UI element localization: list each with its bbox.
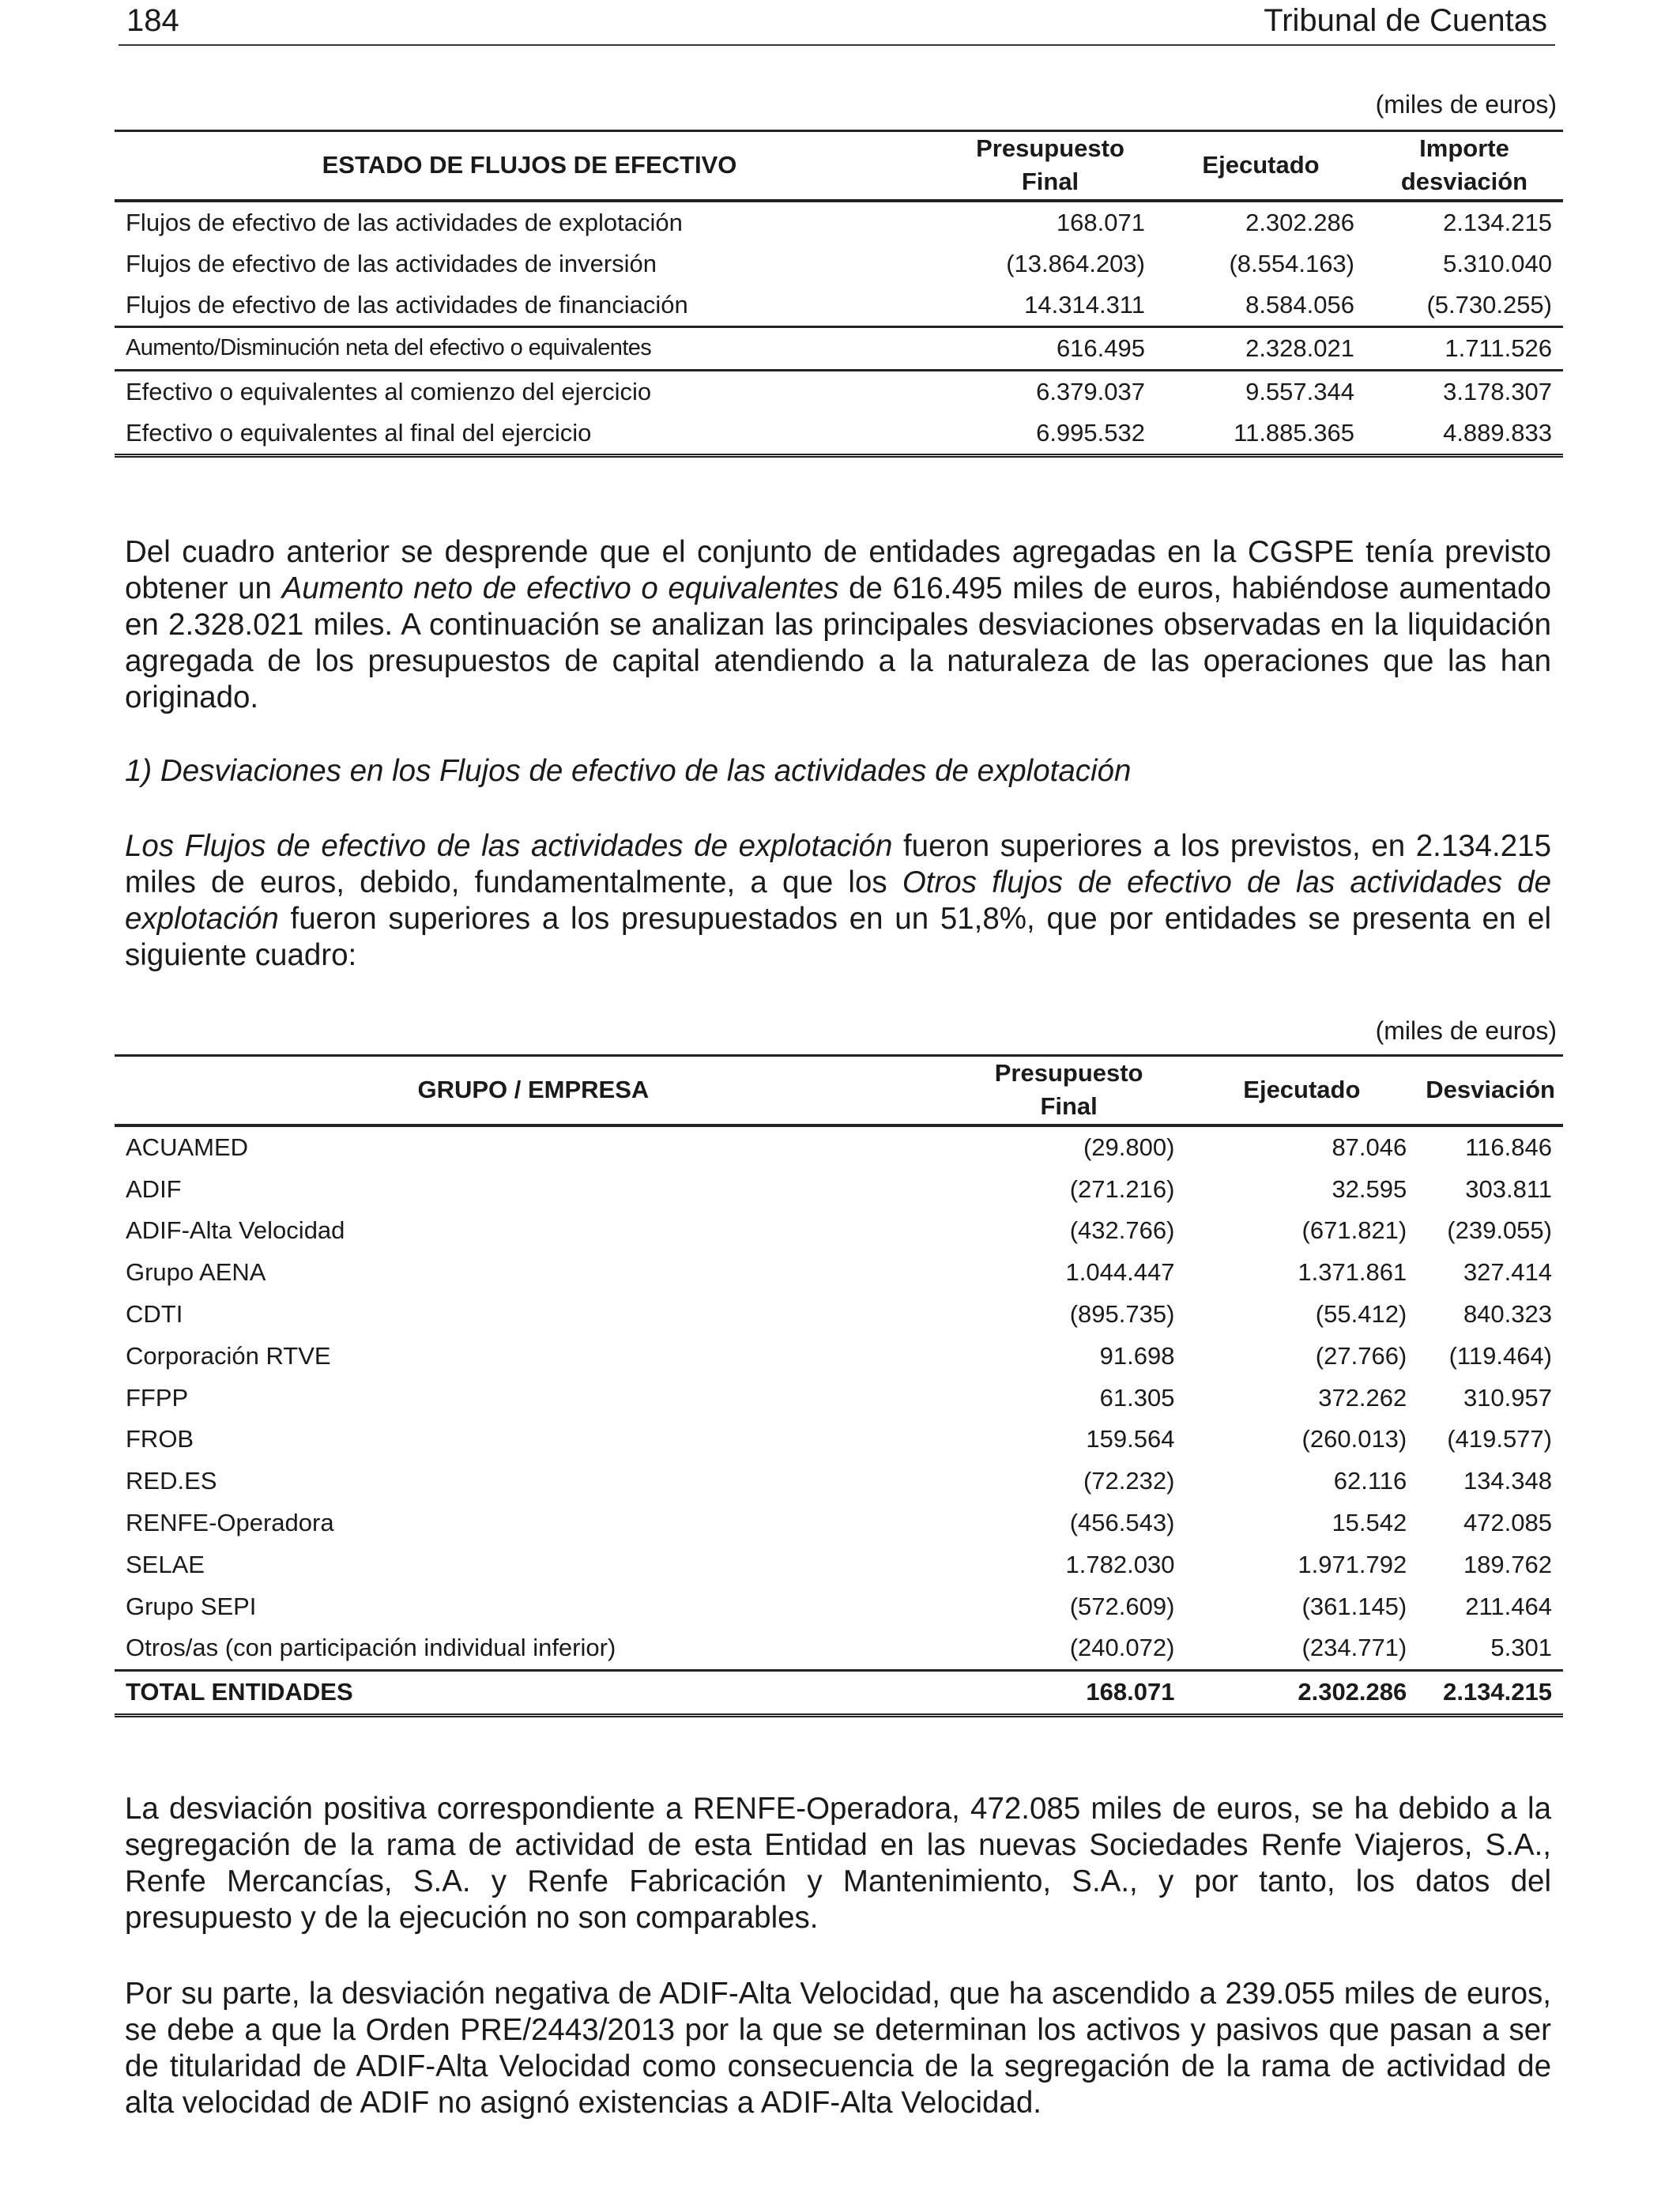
deviation-value: 211.464 [1465, 1592, 1552, 1620]
deviation-value: 4.889.833 [1443, 418, 1552, 447]
budget-value: 159.564 [1086, 1425, 1175, 1453]
row-label: Grupo SEPI [126, 1592, 257, 1620]
executed-value: (55.412) [1315, 1300, 1407, 1329]
executed-value: 32.595 [1332, 1174, 1407, 1203]
budget-value: 91.698 [1099, 1341, 1175, 1370]
budget-value: 168.071 [1056, 208, 1145, 236]
row-label: Flujos de efectivo de las actividades de explotación [126, 208, 683, 236]
row-label: TOTAL ENTIDADES [126, 1678, 353, 1706]
executed-value: 2.328.021 [1245, 334, 1354, 362]
table2-header-entity: GRUPO / EMPRESA [417, 1076, 650, 1104]
deviation-value: (419.577) [1447, 1425, 1552, 1453]
table-row [115, 1335, 1563, 1377]
budget-value: 1.044.447 [1065, 1258, 1175, 1287]
table-row [115, 1502, 1563, 1544]
budget-value: (456.543) [1069, 1509, 1175, 1537]
executed-value: 8.584.056 [1245, 290, 1354, 319]
table1-units: (miles de euros) [1375, 90, 1557, 119]
row-label: SELAE [126, 1550, 205, 1578]
table-row-net-change [115, 326, 1563, 370]
budget-value: 6.995.532 [1036, 418, 1145, 447]
row-label: FFPP [126, 1383, 189, 1412]
row-label: ADIF-Alta Velocidad [126, 1216, 345, 1245]
budget-value: (895.735) [1069, 1300, 1175, 1329]
row-label: Corporación RTVE [126, 1341, 331, 1370]
table-row [115, 243, 1563, 285]
budget-value: (72.232) [1083, 1467, 1175, 1495]
budget-value: (13.864.203) [1006, 249, 1145, 277]
entities-table [115, 1054, 1563, 1717]
executed-value: 1.371.861 [1298, 1258, 1407, 1287]
table-row [115, 370, 1563, 413]
executed-value: 62.116 [1333, 1467, 1407, 1495]
table-row [115, 1377, 1563, 1419]
deviation-value: 189.762 [1463, 1550, 1552, 1578]
table1-header-concept: ESTADO DE FLUJOS DE EFECTIVO [322, 151, 737, 179]
deviation-value: (119.464) [1448, 1341, 1552, 1370]
table-row [115, 1252, 1563, 1294]
row-label: Flujos de efectivo de las actividades de financiación [126, 290, 688, 319]
executed-value: (27.766) [1315, 1341, 1407, 1370]
budget-value: (240.072) [1069, 1634, 1175, 1662]
deviation-value: 310.957 [1463, 1383, 1552, 1412]
executed-value: 11.885.365 [1234, 418, 1354, 447]
cash-flow-table [115, 130, 1563, 458]
executed-value: 9.557.344 [1245, 377, 1354, 405]
executed-value: 372.262 [1318, 1383, 1407, 1412]
budget-value: (572.609) [1069, 1592, 1175, 1620]
deviation-value: 5.310.040 [1443, 249, 1552, 277]
table1-header-budget: Presupuesto Final [976, 134, 1124, 196]
table-row [115, 1544, 1563, 1585]
executed-value: 2.302.286 [1245, 208, 1354, 236]
table-row [115, 1168, 1563, 1210]
table-row [115, 201, 1563, 243]
paragraph-4: Por su parte, la desviación negativa de ADIF-Alta Velocidad, que ha ascendido a 239.055 miles de euros, se debe a que la Orden PRE/2443/2013 por la que se determinan los activos y pasivos que pasan a ser de titularidad de ADIF-Alta Velocidad como consecuencia de la segregación de la rama de actividad de alta velocidad de ADIF no asignó existencias a ADIF-Alta Velocidad. [125, 1977, 1551, 2120]
table2-units: (miles de euros) [1375, 1016, 1557, 1045]
table-row-total [115, 1670, 1563, 1715]
deviation-value: 1.711.526 [1445, 334, 1552, 362]
row-label: ACUAMED [126, 1133, 249, 1161]
deviation-value: 327.414 [1463, 1258, 1552, 1287]
table2-header-budget: Presupuesto Final [994, 1059, 1143, 1121]
table-row [115, 1627, 1563, 1670]
deviation-value: 5.301 [1490, 1634, 1552, 1662]
deviation-value: 303.811 [1465, 1174, 1552, 1203]
executed-value: 15.542 [1332, 1509, 1407, 1537]
table-row [115, 1125, 1563, 1169]
table-row [115, 1294, 1563, 1336]
publication-title: Tribunal de Cuentas [1264, 3, 1547, 38]
table1-header-deviation: Importe desviación [1400, 134, 1528, 196]
page-header [119, 0, 1555, 46]
row-label: ADIF [126, 1174, 182, 1203]
budget-value: 14.314.311 [1024, 290, 1145, 319]
deviation-value: (5.730.255) [1426, 290, 1552, 319]
paragraph-1: Del cuadro anterior se desprende que el conjunto de entidades agregadas en la CGSPE tenía previsto obtener un Aumento neto de efectivo o equivalentes de 616.495 miles de euros, habiéndose aumentado en 2.328.021 miles. A continuación se analizan las principales desviaciones observadas en la liquidación agregada de los presupuestos de capital atendiendo a la naturaleza de las operaciones que las han originado. [125, 535, 1551, 714]
row-label: Efectivo o equivalentes al final del ejercicio [126, 418, 592, 447]
executed-value: (234.771) [1301, 1634, 1407, 1662]
row-label: CDTI [126, 1300, 183, 1329]
budget-value: (271.216) [1069, 1174, 1175, 1203]
budget-value: 616.495 [1056, 334, 1145, 362]
table-row [115, 1210, 1563, 1252]
executed-value: 1.971.792 [1298, 1550, 1407, 1578]
executed-value: 2.302.286 [1298, 1678, 1407, 1706]
deviation-value: 2.134.215 [1443, 1678, 1552, 1706]
row-label: Flujos de efectivo de las actividades de inversión [126, 249, 657, 277]
executed-value: 87.046 [1332, 1133, 1407, 1161]
deviation-value: 134.348 [1463, 1467, 1552, 1495]
table2-header-executed: Ejecutado [1243, 1076, 1361, 1104]
table-row [115, 413, 1563, 456]
table-row [115, 285, 1563, 327]
budget-value: 61.305 [1099, 1383, 1175, 1412]
page-number: 184 [126, 3, 179, 38]
section-heading: 1) Desviaciones en los Flujos de efectivo de las actividades de explotación [125, 754, 1132, 788]
table2-header-deviation: Desviación [1426, 1076, 1555, 1104]
row-label: Otros/as (con participación individual inferior) [126, 1634, 616, 1662]
deviation-value: 3.178.307 [1443, 377, 1552, 405]
row-label: FROB [126, 1425, 194, 1453]
paragraph-3: La desviación positiva correspondiente a RENFE-Operadora, 472.085 miles de euros, se ha debido a la segregación de la rama de actividad de esta Entidad en las nuevas Sociedades Renfe Viajeros, S.A., Renfe Mercancías, S.A. y Renfe Fabricación y Mantenimiento, S.A., y por tanto, los datos del presupuesto y de la ejecución no son comparables. [125, 1792, 1551, 1935]
table-row [115, 1585, 1563, 1627]
executed-value: (671.821) [1301, 1216, 1407, 1245]
executed-value: (260.013) [1301, 1425, 1407, 1453]
row-label: RED.ES [126, 1467, 217, 1495]
deviation-value: 472.085 [1463, 1509, 1552, 1537]
row-label: Grupo AENA [126, 1258, 266, 1287]
budget-value: 6.379.037 [1036, 377, 1145, 405]
deviation-value: (239.055) [1447, 1216, 1552, 1245]
table-row [115, 1461, 1563, 1502]
paragraph-2: Los Flujos de efectivo de las actividades de explotación fueron superiores a los previstos, en 2.134.215 miles de euros, debido, fundamentalmente, a que los Otros flujos de efectivo de las actividades de explotación fueron superiores a los presupuestados en un 51,8%, que por entidades se presenta en el siguiente cuadro: [125, 829, 1551, 972]
deviation-value: 2.134.215 [1443, 208, 1552, 236]
budget-value: 1.782.030 [1065, 1550, 1175, 1578]
row-label: Aumento/Disminución neta del efectivo o equivalentes [126, 335, 652, 360]
table2-header-row [115, 1056, 1563, 1125]
executed-value: (8.554.163) [1229, 249, 1354, 277]
row-label: RENFE-Operadora [126, 1509, 334, 1537]
deviation-value: 116.846 [1465, 1133, 1552, 1161]
budget-value: 168.071 [1086, 1678, 1175, 1706]
table-row [115, 1419, 1563, 1461]
budget-value: (29.800) [1083, 1133, 1175, 1161]
row-label: Efectivo o equivalentes al comienzo del ejercicio [126, 377, 652, 405]
deviation-value: 840.323 [1463, 1300, 1552, 1329]
executed-value: (361.145) [1301, 1592, 1407, 1620]
table1-header-executed: Ejecutado [1202, 151, 1320, 179]
table1-header-row [115, 131, 1563, 201]
budget-value: (432.766) [1069, 1216, 1175, 1245]
